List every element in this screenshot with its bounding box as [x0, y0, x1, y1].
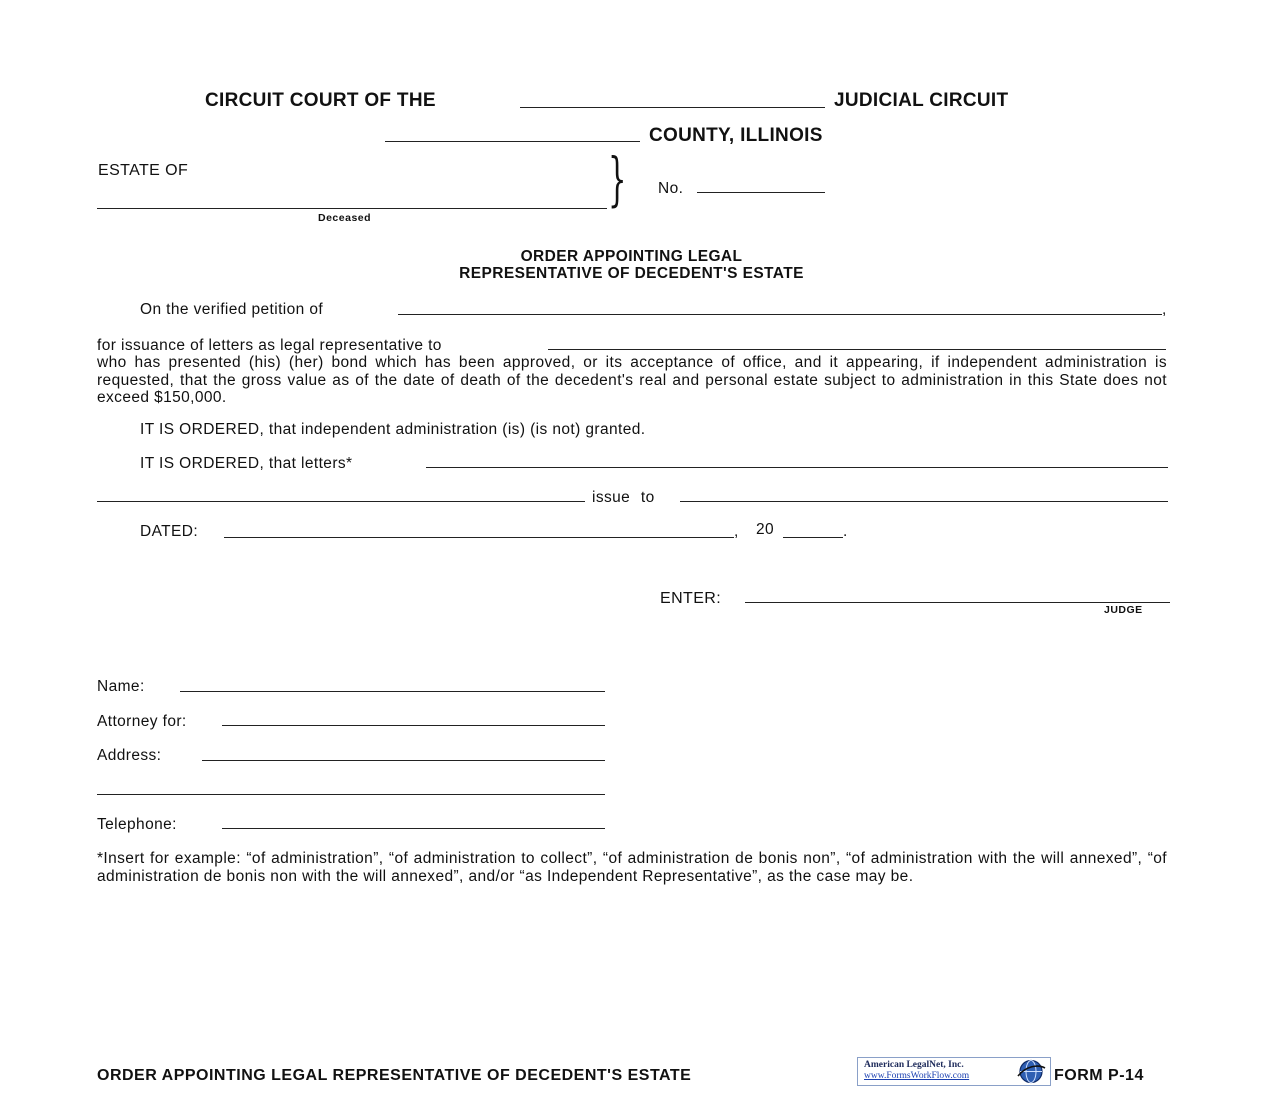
footnote: *Insert for example: “of administration”, “of administration to collect”, “of administration de bonis non”, “of administration with the will annexed”, “of administration de bonis non with the will annexed”, and/or “as Independent Representative”, as the case may be. — [97, 850, 1167, 885]
issue-to-line[interactable] — [680, 501, 1168, 502]
ordered-letters-label: IT IS ORDERED, that letters* — [140, 455, 353, 472]
forms-workflow-logo[interactable] — [857, 1057, 1051, 1086]
petition-label: On the verified petition of — [140, 301, 324, 318]
dated-line[interactable] — [224, 537, 734, 538]
logo-url[interactable]: www.FormsWorkFlow.com — [864, 1071, 970, 1081]
petitioner-line[interactable] — [398, 314, 1162, 315]
telephone-label: Telephone: — [97, 816, 177, 833]
year-prefix: 20 — [756, 521, 775, 538]
letters-type-line[interactable] — [426, 467, 1168, 468]
court-prefix: CIRCUIT COURT OF THE — [205, 90, 436, 111]
address-line-2[interactable] — [97, 794, 605, 795]
address-line[interactable] — [202, 760, 605, 761]
dated-comma: , — [734, 523, 739, 540]
year-line[interactable] — [783, 537, 843, 538]
deceased-label: Deceased — [318, 212, 372, 224]
circuit-number-line[interactable] — [520, 107, 825, 108]
dated-label: DATED: — [140, 523, 199, 540]
issuance-label: for issuance of letters as legal representative to — [97, 337, 442, 354]
case-number-label: No. — [658, 180, 684, 197]
estate-of-label: ESTATE OF — [98, 162, 189, 179]
telephone-line[interactable] — [222, 828, 605, 829]
judge-label: JUDGE — [1104, 604, 1143, 616]
footer-title: ORDER APPOINTING LEGAL REPRESENTATIVE OF DECEDENT'S ESTATE — [97, 1067, 692, 1084]
county-name-line[interactable] — [385, 141, 640, 142]
county-suffix: COUNTY, ILLINOIS — [649, 125, 823, 146]
enter-label: ENTER: — [660, 590, 722, 607]
name-line[interactable] — [180, 691, 605, 692]
decedent-name-line[interactable] — [97, 208, 607, 209]
year-period: . — [843, 523, 848, 540]
issue-to-label: issue to — [592, 489, 655, 506]
attorney-for-label: Attorney for: — [97, 713, 187, 730]
form-number: FORM P-14 — [1054, 1067, 1144, 1084]
attorney-for-line[interactable] — [222, 725, 605, 726]
bond-paragraph: who has presented (his) (her) bond which has been approved, or its acceptance of office, and it appearing, if independent administration is requested, that the gross value as of the date of death of the decedent's real and personal estate subject to administration in this State does not exceed $150,000. — [97, 354, 1167, 406]
order-title-line1: ORDER APPOINTING LEGAL — [520, 248, 743, 265]
name-label: Name: — [97, 678, 145, 695]
order-title-line2: REPRESENTATIVE OF DECEDENT'S ESTATE — [459, 265, 804, 282]
case-number-line[interactable] — [697, 192, 825, 193]
globe-icon — [1014, 1058, 1048, 1085]
petition-comma: , — [1162, 301, 1167, 318]
court-suffix: JUDICIAL CIRCUIT — [834, 90, 1009, 111]
logo-company-name: American LegalNet, Inc. — [864, 1060, 964, 1070]
caption-brace: } — [608, 145, 627, 213]
judge-signature-line[interactable] — [745, 602, 1170, 603]
ordered-independent: IT IS ORDERED, that independent administration (is) (is not) granted. — [140, 421, 646, 438]
letters-type-line-2[interactable] — [97, 501, 585, 502]
address-label: Address: — [97, 747, 162, 764]
representative-line[interactable] — [548, 349, 1166, 350]
